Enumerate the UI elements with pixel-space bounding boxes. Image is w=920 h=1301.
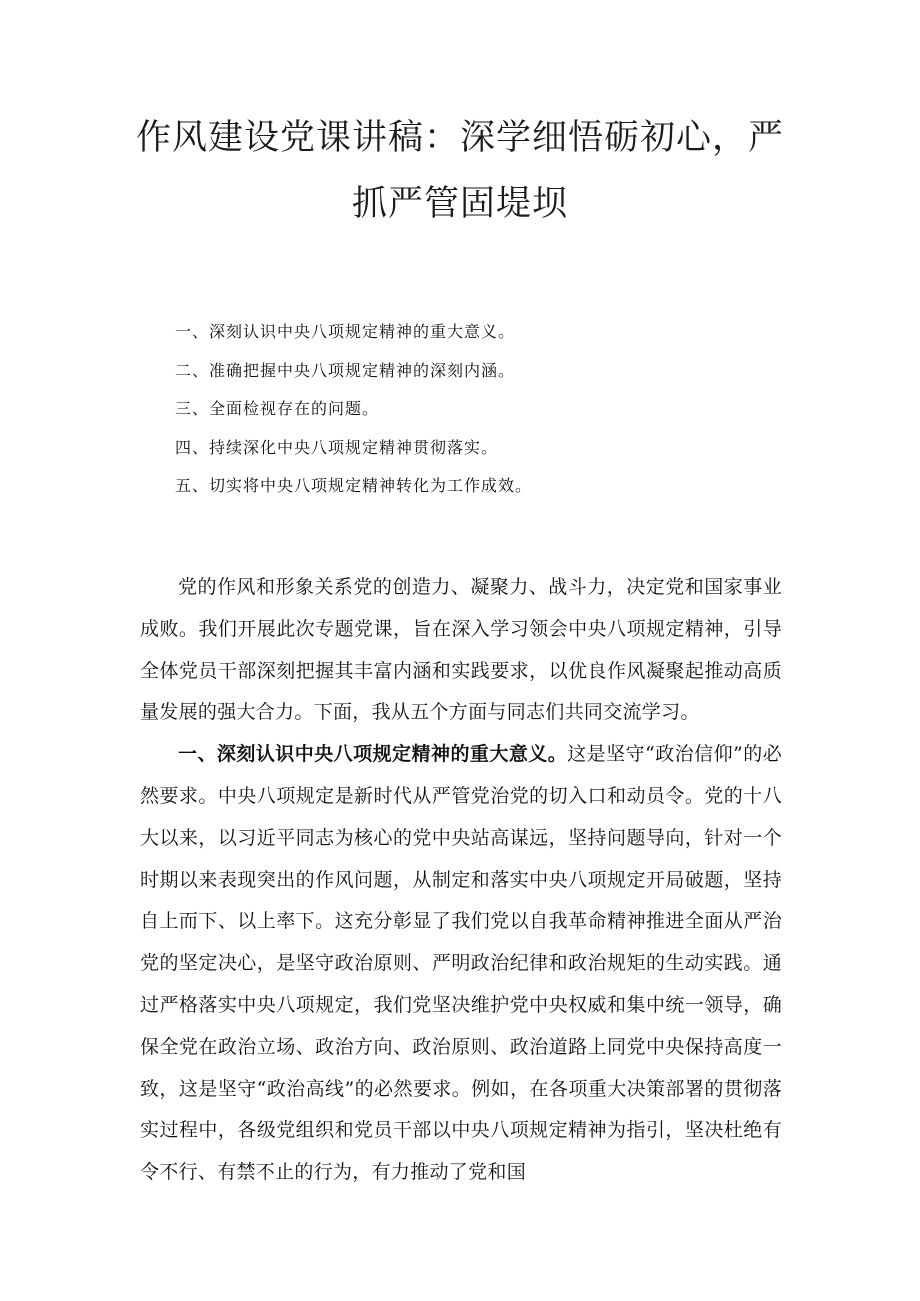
document-title: 作风建设党课讲稿：深学细悟砺初心，严抓严管固堤坝 (135, 118, 784, 224)
outline-item: 四、持续深化中央八项规定精神贯彻落实。 (175, 437, 499, 457)
outline-item: 一、深刻认识中央八项规定精神的重大意义。 (175, 322, 516, 341)
section-1-heading: 一、深刻认识中央八项规定精神的重大意义。 (178, 743, 568, 766)
outline-list (175, 313, 815, 506)
outline-item: 三、全面检视存在的问题。 (175, 399, 380, 418)
section-1-text: 这是坚守“政治信仰”的必然要求。中央八项规定是新时代从严管党治党的切入口和动员令。党的十八大以来，以习近平同志为核心的党中央站高谋远，坚持问题导向，针对一个时期以来表现突出的作风问题，从制定和落实中央八项规定开局破题，坚持自上而下、以上率下。这充分彰显了我们党以自我革命精神推进全面从严治党的坚定决心，是坚守政治原则、严明政治纪律和政治规矩的生动实践。通过严格落实中央八项规定，我们党坚决维护党中央权威和集中统一领导，确保全党在政治立场、政治方向、政治原则、政治道路上同党中央保持高度一致，这是坚守“政治高线”的必然要求。例如，在各项重大决策部署的贯彻落实过程中，各级党组织和党员干部以中央八项规定精神为指引，坚决杜绝有令不行、有禁不止的行为，有力推动了党和国 (140, 743, 782, 1184)
outline-item: 二、准确把握中央八项规定精神的深刻内涵。 (175, 360, 516, 380)
intro-paragraph: 党的作风和形象关系党的创造力、凝聚力、战斗力，决定党和国家事业成败。我们开展此次专题党课，旨在深入学习领会中央八项规定精神，引导全体党员干部深刻把握其丰富内涵和实践要求，以优良作风凝聚起推动高质量发展的强大合力。下面，我从五个方面与同志们共同交流学习。 (140, 576, 782, 724)
section-1-paragraph (140, 734, 782, 1194)
outline-item: 五、切实将中央八项规定精神转化为工作成效。 (175, 476, 533, 495)
document-body (140, 567, 782, 1194)
